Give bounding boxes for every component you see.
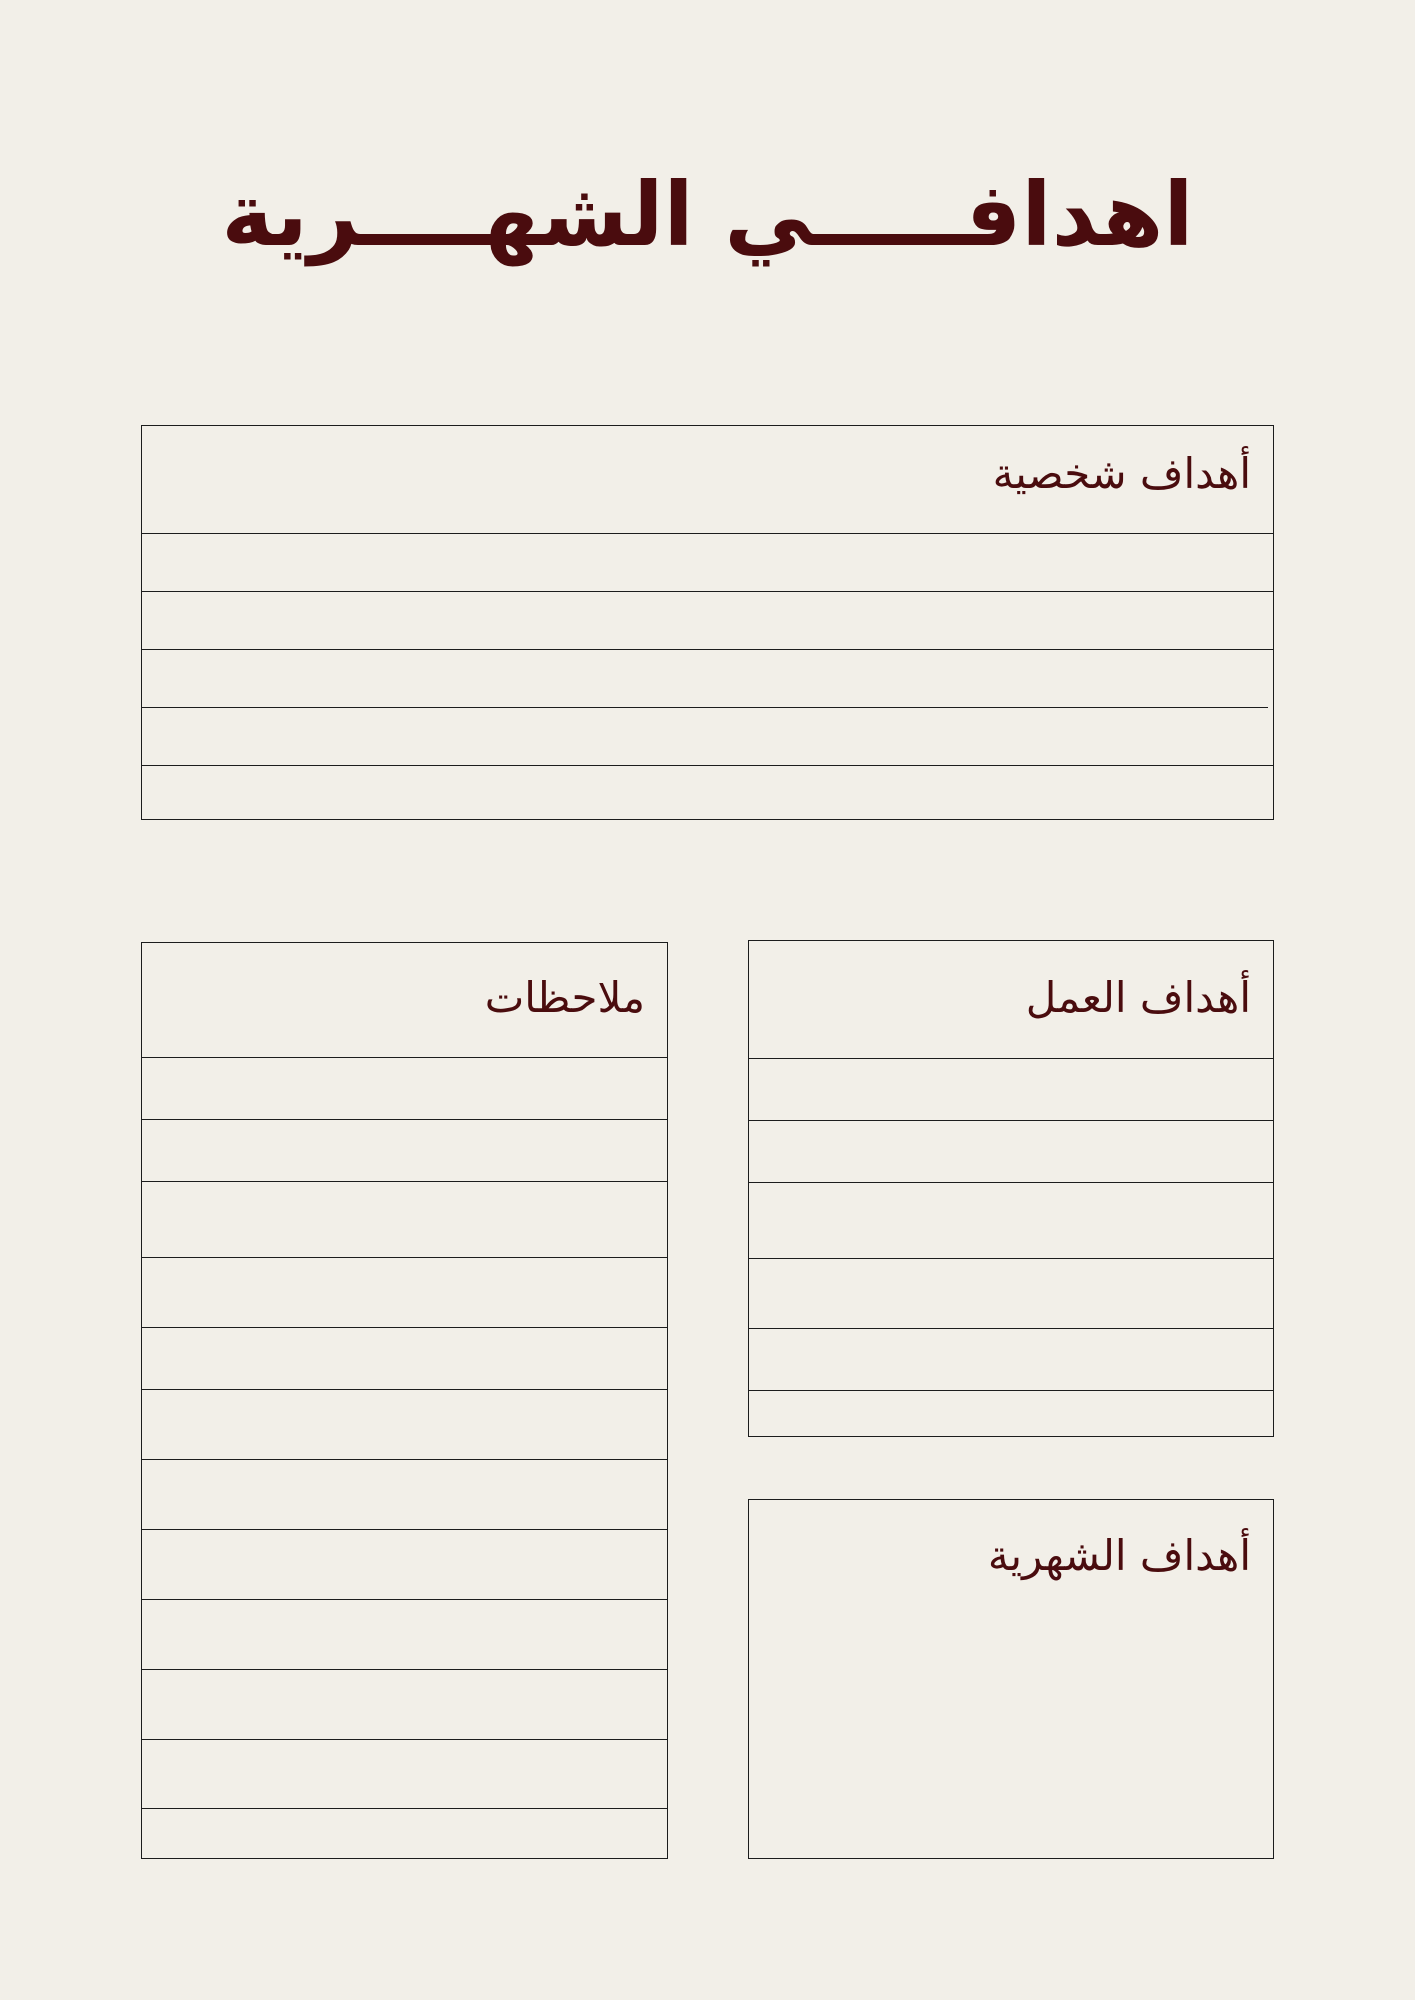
monthly-goals-label: أهداف الشهرية [987, 1531, 1251, 1580]
writing-line[interactable] [142, 649, 1273, 650]
writing-line[interactable] [142, 1327, 667, 1328]
work-goals-label: أهداف العمل [1025, 973, 1251, 1022]
writing-line[interactable] [142, 1459, 667, 1460]
writing-line[interactable] [142, 533, 1273, 534]
writing-line[interactable] [749, 1328, 1273, 1329]
writing-line[interactable] [142, 1739, 667, 1740]
writing-line[interactable] [142, 1389, 667, 1390]
writing-line[interactable] [749, 1120, 1273, 1121]
writing-line[interactable] [142, 1057, 667, 1058]
writing-line[interactable] [749, 1182, 1273, 1183]
writing-line[interactable] [142, 1257, 667, 1258]
writing-line[interactable] [749, 1058, 1273, 1059]
writing-line[interactable] [142, 1181, 667, 1182]
writing-line[interactable] [142, 1119, 667, 1120]
writing-line[interactable] [142, 1599, 667, 1600]
writing-line[interactable] [142, 707, 1268, 708]
writing-line[interactable] [142, 765, 1273, 766]
work-goals-box [748, 940, 1274, 1437]
writing-line[interactable] [142, 591, 1273, 592]
monthly-goals-box [748, 1499, 1274, 1859]
writing-line[interactable] [142, 1669, 667, 1670]
writing-line[interactable] [749, 1258, 1273, 1259]
personal-goals-box [141, 425, 1274, 820]
notes-label: ملاحظات [484, 973, 645, 1022]
page-title: اهدافـــــي الشهــــرية [221, 163, 1194, 266]
writing-line[interactable] [142, 1808, 667, 1809]
writing-line[interactable] [142, 1529, 667, 1530]
personal-goals-label: أهداف شخصية [992, 449, 1251, 498]
notes-box [141, 942, 668, 1859]
writing-line[interactable] [749, 1390, 1273, 1391]
